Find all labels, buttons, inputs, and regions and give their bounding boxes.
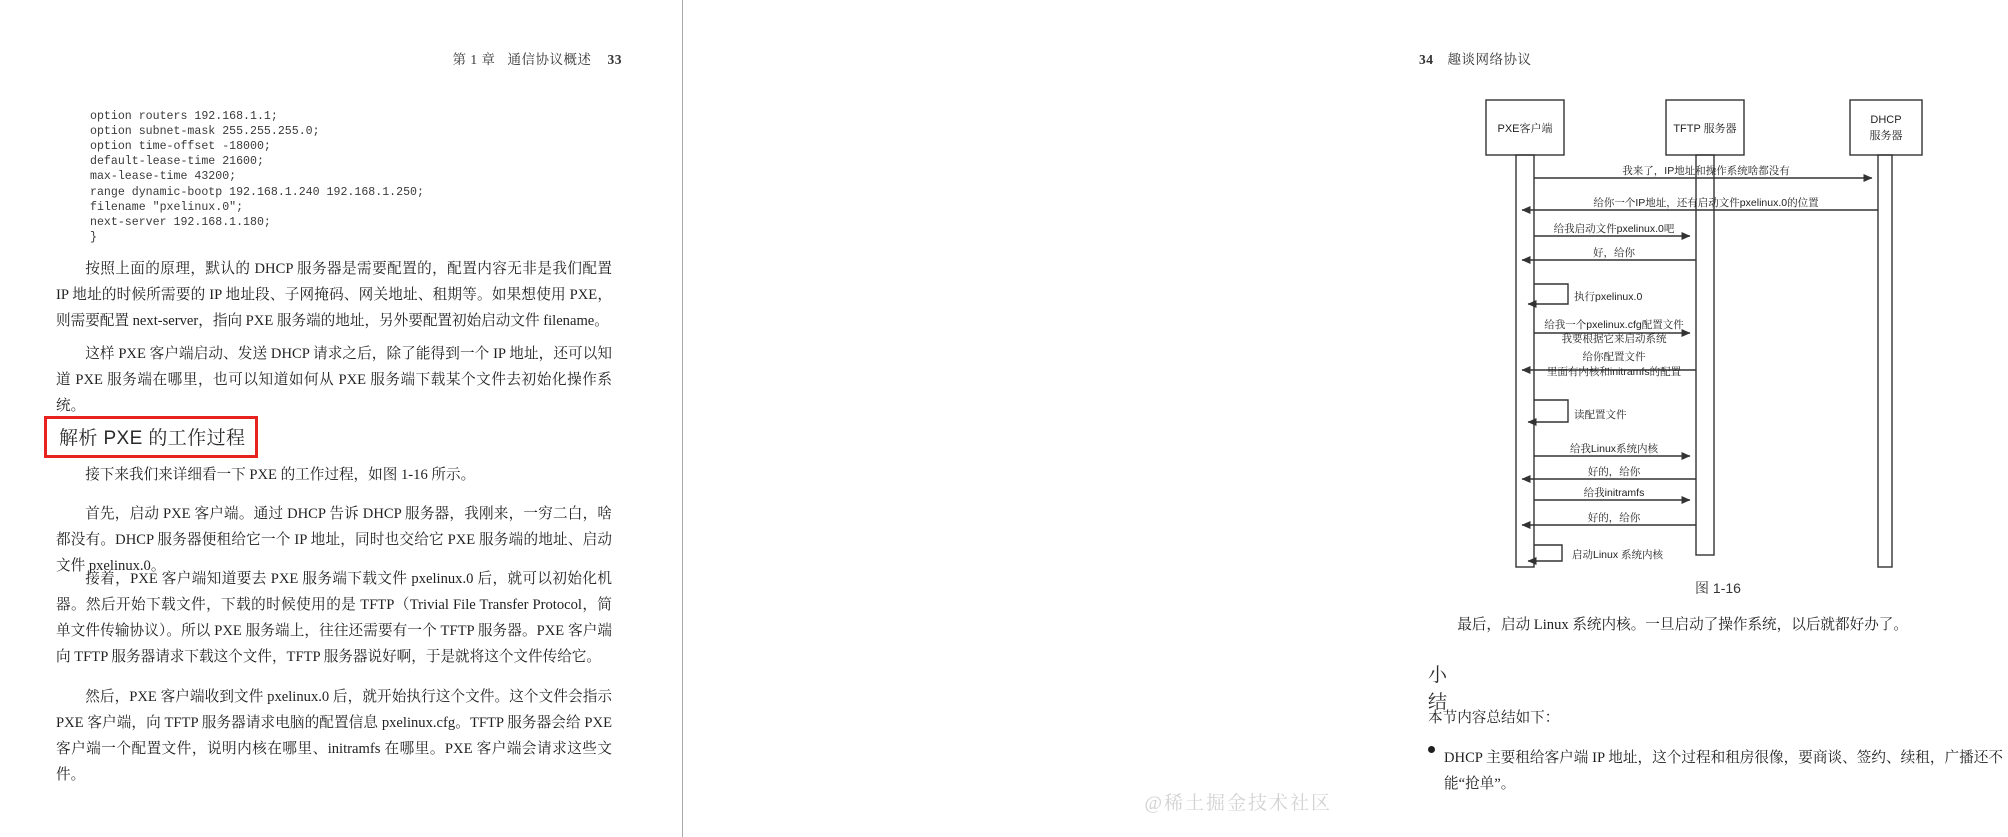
message-label-12: 好的，给你 xyxy=(1587,512,1641,524)
paragraph-final-boot: 最后，启动 Linux 系统内核。一旦启动了操作系统，以后就都好办了。 xyxy=(1457,617,1908,633)
running-head-title: 通信协议概述 xyxy=(507,52,592,67)
summary-bullet-text: DHCP 主要租给客户端 IP 地址，这个过程和租房很像，要商谈、签约、续租，广播还不能“抢单”。 xyxy=(1444,750,2003,792)
paragraph-step-then: 然后，PXE 客户端收到文件 pxelinux.0 后，就开始执行这个文件。这个文件会指示 PXE 客户端，向 TFTP 服务器请求电脑的配置信息 pxelinux.cfg。TFTP 服务器会给 PXE 客户端一个配置文件，说明内核在哪里、initramfs 在哪里。PXE 客户端会请求这些文件。 xyxy=(56,689,612,783)
participant-label-tftp: TFTP 服务器 xyxy=(1673,123,1737,135)
message-label-4: 好，给你 xyxy=(1593,247,1635,259)
sequence-diagram-svg xyxy=(1428,88,2008,588)
message-label-13: 启动Linux 系统内核 xyxy=(1572,549,1664,561)
summary-heading: 小结 xyxy=(1428,665,1448,713)
paragraph-figure-reference: 接下来我们来详细看一下 PXE 的工作过程，如图 1-16 所示。 xyxy=(85,467,476,483)
paragraph-step-first: 首先，启动 PXE 客户端。通过 DHCP 告诉 DHCP 服务器，我刚来，一穷二白，啥都没有。DHCP 服务器便租给它一个 IP 地址，同时也交给它 PXE 服务端的地址、启动文件 pxelinux.0。 xyxy=(56,506,612,574)
paragraph-pxe-boot-info: 这样 PXE 客户端启动、发送 DHCP 请求之后，除了能得到一个 IP 地址，还可以知道 PXE 服务端在哪里，也可以知道如何从 PXE 服务端下载某个文件去初始化操作系统。 xyxy=(56,346,612,414)
paragraph-step-next: 接着，PXE 客户端知道要去 PXE 服务端下载文件 pxelinux.0 后，就可以初始化机器。然后开始下载文件，下载的时候使用的是 TFTP（Trivial File Transfer Protocol，简单文件传输协议）。所以 PXE 服务端上，往往还需要有一个 TFTP 服务器。PXE 客户端向 TFTP 服务器请求下载这个文件，TFTP 服务器说好啊，于是就将这个文件传给它。 xyxy=(56,571,612,665)
pxe-sequence-diagram xyxy=(1428,88,2008,608)
section-heading-pxe-process xyxy=(44,416,258,458)
right-running-head xyxy=(1419,48,1532,68)
running-head-chapter: 第 1 章 xyxy=(452,52,496,67)
activation-bar-tftp xyxy=(1696,155,1714,555)
figure-caption: 图 1-16 xyxy=(1695,580,1741,596)
message-label-2: 给你一个IP地址，还有启动文件pxelinux.0的位置 xyxy=(1593,197,1819,209)
running-head-book-title: 趣谈网络协议 xyxy=(1447,52,1532,67)
message-label-6a: 给我一个pxelinux.cfg配置文件 xyxy=(1544,319,1684,331)
dhcp-config-code-block: option routers 192.168.1.1; option subnet-mask 255.255.255.0; option time-offset -18000; default-lease-time 21600; max-lease-time 43200; range dynamic-bootp 192.168.1.240 192.168.1.250; filename "pxelinux.0"; next-server 192.168.1.180; } xyxy=(90,109,424,245)
summary-intro: 本节内容总结如下： xyxy=(1428,710,1560,726)
running-head-page-number: 34 xyxy=(1419,52,1434,67)
watermark: @稀土掘金技术社区 xyxy=(1144,793,1332,814)
activation-bar-dhcp xyxy=(1878,155,1892,567)
summary-bullet-item xyxy=(1428,745,2003,797)
message-label-5: 执行pxelinux.0 xyxy=(1574,291,1643,303)
message-label-8: 读配置文件 xyxy=(1574,409,1627,421)
participant-box-dhcp xyxy=(1850,100,1922,155)
message-label-6b: 我要根据它来启动系统 xyxy=(1561,333,1667,345)
self-message-3 xyxy=(1528,545,1562,561)
left-page xyxy=(0,0,682,837)
message-label-7a: 给你配置文件 xyxy=(1582,351,1646,363)
message-label-11: 给我initramfs xyxy=(1583,487,1645,499)
message-label-9: 给我Linux系统内核 xyxy=(1569,443,1659,455)
running-head-page-number: 33 xyxy=(607,52,622,67)
participant-label-pxe: PXE客户端 xyxy=(1497,123,1553,135)
left-running-head xyxy=(453,48,623,68)
message-label-7b: 里面有内核和initramfs的配置 xyxy=(1546,366,1682,378)
message-label-3: 给我启动文件pxelinux.0吧 xyxy=(1553,223,1675,235)
participant-label-dhcp-line2: 服务器 xyxy=(1869,130,1903,142)
activation-bar-pxe xyxy=(1516,155,1534,567)
message-label-1: 我来了，IP地址和操作系统啥都没有 xyxy=(1622,165,1790,177)
message-label-10: 好的，给你 xyxy=(1587,466,1641,478)
bullet-dot-icon xyxy=(1428,746,1435,753)
right-page xyxy=(683,0,2003,837)
section-heading-label: 解析 PXE 的工作过程 xyxy=(59,428,246,449)
participant-label-dhcp-line1: DHCP xyxy=(1870,114,1902,126)
paragraph-dhcp-config: 按照上面的原理，默认的 DHCP 服务器是需要配置的，配置内容无非是我们配置 IP 地址的时候所需要的 IP 地址段、子网掩码、网关地址、租期等。如果想使用 PXE，则需要配置 next-server，指向 PXE 服务端的地址，另外要配置初始启动文件 filename。 xyxy=(56,261,612,329)
